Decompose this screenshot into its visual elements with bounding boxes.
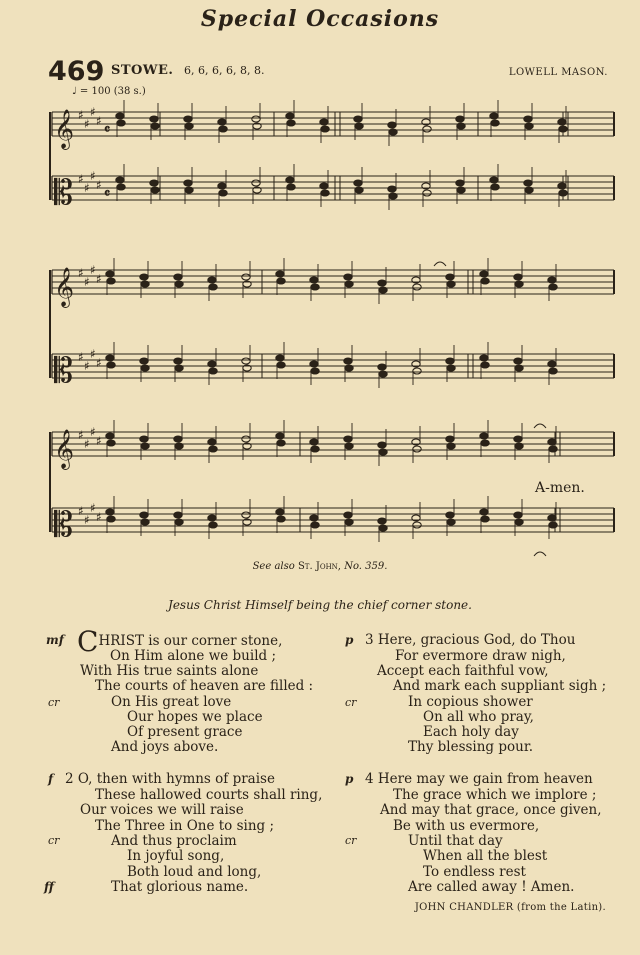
note-head [175,365,183,371]
note-head [242,358,250,364]
sharp-icon: ♯ [96,434,102,448]
verse-line: On all who pray, [423,709,534,725]
verse-line: 4 Here may we gain from heaven [365,771,593,787]
tune-name: STOWE. [111,63,174,78]
note-head [413,368,421,374]
note-head [117,184,125,190]
verse-line: Thy blessing pour. [408,739,534,755]
note-head [107,362,115,368]
note-head [480,355,488,361]
note-head [107,516,115,522]
sharp-icon: ♯ [84,359,90,373]
note-head [378,518,386,524]
sharp-icon: ♯ [78,350,84,364]
sharp-icon: ♯ [84,513,90,527]
note-head [277,278,285,284]
dynamic-mark: cr [48,834,60,847]
note-head [490,113,498,119]
sharp-icon: ♯ [90,169,96,183]
verse-line: In copious shower [408,694,533,710]
tenor-clef-icon: 𝄡 [54,505,73,545]
note-head [447,443,455,449]
sharp-icon: ♯ [90,347,96,361]
note-head [549,368,557,374]
note-head [456,116,464,122]
note-head [151,123,159,129]
note-head [276,433,284,439]
verse-line: With His true saints alone [80,663,259,679]
note-head [515,365,523,371]
sharp-icon: ♯ [78,108,84,122]
note-head [457,187,465,193]
verse-line: On Him alone we build ; [110,648,276,664]
note-head [287,120,295,126]
note-head [140,512,148,518]
note-head [242,436,250,442]
note-head [107,278,115,284]
sharp-icon: ♯ [78,504,84,518]
tempo-text: = 100 (38 s.) [79,86,146,97]
note-head [491,120,499,126]
page-title: Special Occasions [200,6,440,32]
amen-label: A-men. [535,480,585,496]
note-head [525,123,533,129]
hymn-number: 469 [48,56,105,87]
note-head [413,446,421,452]
verse-line: When all the blest [423,848,548,864]
note-head [320,183,328,189]
note-head [446,436,454,442]
note-head [174,436,182,442]
sharp-icon: ♯ [78,428,84,442]
note-head [116,113,124,119]
note-head [515,443,523,449]
sharp-icon: ♯ [96,114,102,128]
note-head [321,126,329,132]
dynamic-mark: cr [48,696,60,709]
note-head [355,123,363,129]
verse-line: And may that grace, once given, [380,802,602,818]
verse-line: Until that day [408,833,503,849]
note-head [514,358,522,364]
verse-line: Our voices we will raise [80,802,244,818]
verse-line: To endless rest [423,864,526,880]
note-head [141,443,149,449]
verse-line: CHRIST is our corner stone, [77,625,283,658]
note-head [140,436,148,442]
note-head [287,184,295,190]
note-head [209,368,217,374]
see-also-note [0,561,640,572]
note-head [106,433,114,439]
note-head [388,186,396,192]
note-head [184,116,192,122]
note-head [208,439,216,445]
note-head [209,284,217,290]
verse-line: In joyful song, [127,848,225,864]
note-head [354,180,362,186]
dynamic-mark: ff [44,880,54,894]
note-head [446,512,454,518]
note-head [174,358,182,364]
note-head [345,281,353,287]
note-head [423,190,431,196]
note-head [379,371,387,377]
note-head [378,364,386,370]
sharp-icon: ♯ [96,510,102,524]
note-head [276,271,284,277]
note-head [481,516,489,522]
note-head [209,522,217,528]
note-head [242,512,250,518]
note-head [209,446,217,452]
note-head [379,449,387,455]
note-head [117,120,125,126]
treble-clef-icon: 𝄞 [54,267,75,307]
note-head [345,365,353,371]
note-head [413,284,421,290]
sharp-icon: ♯ [90,425,96,439]
verse-line: 3 Here, gracious God, do Thou [365,632,576,648]
see-also-prefix: See also [252,561,295,572]
see-also-number: No. 359. [344,561,388,572]
note-head [447,519,455,525]
note-head [140,274,148,280]
verse-line: These hallowed courts shall ring, [95,787,323,803]
note-head [310,277,318,283]
note-head [456,180,464,186]
note-head [548,361,556,367]
note-head [252,116,260,122]
note-head [548,277,556,283]
sharp-icon: ♯ [90,501,96,515]
note-head [311,368,319,374]
note-head [150,116,158,122]
note-head [185,187,193,193]
note-head [345,519,353,525]
note-head [174,512,182,518]
treble-clef-icon: 𝄞 [54,429,75,469]
note-head [106,271,114,277]
note-head [480,271,488,277]
sharp-icon: ♯ [90,105,96,119]
note-head [378,442,386,448]
note-head [140,358,148,364]
note-head [378,280,386,286]
note-head [480,509,488,515]
verse-line: 2 O, then with hymns of praise [65,771,275,787]
note-head [549,522,557,528]
drop-cap: C [77,625,99,658]
note-head [208,277,216,283]
dynamic-mark: f [48,772,54,786]
note-head [320,119,328,125]
note-head [389,193,397,199]
treble-clef-icon: 𝄞 [54,109,75,149]
note-head [457,123,465,129]
sharp-icon: ♯ [84,437,90,451]
fermata-icon [434,262,446,266]
note-head [344,274,352,280]
note-head [107,440,115,446]
dynamic-mark: cr [345,834,357,847]
dynamic-mark: mf [46,633,64,647]
note-head [184,180,192,186]
composer-name: LOWELL MASON. [508,67,608,78]
verse-line: Be with us evermore, [393,818,540,834]
verse-line: Each holy day [423,724,519,740]
note-head [447,365,455,371]
sharp-icon: ♯ [78,266,84,280]
note-head [549,446,557,452]
verse-line: Both loud and long, [127,864,262,880]
verse-line: Are called away ! Amen. [408,879,575,895]
note-head [344,358,352,364]
note-head [379,525,387,531]
dynamic-mark: p [345,633,354,647]
note-head [175,519,183,525]
hymn-subtitle: Jesus Christ Himself being the chief corner stone. [168,598,472,612]
note-head [446,358,454,364]
note-head [558,183,566,189]
note-head [150,180,158,186]
sharp-icon: ♯ [84,275,90,289]
verse-line: The grace which we implore ; [393,787,597,803]
note-head [344,436,352,442]
time-signature-icon: 𝄴 [104,186,111,202]
note-head [447,281,455,287]
quarter-note-icon: ♩ [72,86,77,97]
verse-line: Our hopes we place [127,709,263,725]
note-head [310,361,318,367]
note-head [219,126,227,132]
note-head [514,274,522,280]
note-head [185,123,193,129]
note-head [481,440,489,446]
verse-line: Accept each faithful vow, [377,663,549,679]
note-head [311,446,319,452]
note-head [355,187,363,193]
time-signature-icon: 𝄴 [104,122,111,138]
note-head [388,122,396,128]
note-head [548,515,556,521]
note-head [514,436,522,442]
note-head [515,281,523,287]
note-head [106,355,114,361]
verse-line: For evermore draw nigh, [395,648,566,664]
tenor-clef-icon: 𝄡 [54,173,73,213]
note-head [208,361,216,367]
note-head [481,362,489,368]
sharp-icon: ♯ [84,117,90,131]
note-head [286,177,294,183]
note-head [175,281,183,287]
note-head [286,113,294,119]
note-head [141,365,149,371]
note-head [151,187,159,193]
verse-line: The Three in One to sing ; [95,818,275,834]
note-head [141,281,149,287]
note-head [106,509,114,515]
dynamic-mark: cr [345,696,357,709]
note-head [491,184,499,190]
note-head [277,516,285,522]
note-head [490,177,498,183]
note-head [242,274,250,280]
note-head [276,509,284,515]
note-head [311,284,319,290]
verse-line: The courts of heaven are filled : [95,678,314,694]
sharp-icon: ♯ [96,272,102,286]
note-head [310,515,318,521]
verse-line: That glorious name. [111,879,249,895]
note-head [524,180,532,186]
verse-line: And joys above. [111,739,219,755]
note-head [549,284,557,290]
note-head [345,443,353,449]
note-head [558,119,566,125]
tenor-clef-icon: 𝄡 [54,351,73,391]
note-head [379,287,387,293]
note-head [344,512,352,518]
note-head [218,119,226,125]
note-head [252,180,260,186]
note-head [310,439,318,445]
note-head [311,522,319,528]
note-head [480,433,488,439]
note-head [116,177,124,183]
note-head [515,519,523,525]
note-head [548,439,556,445]
verse-line: And mark each suppliant sigh ; [393,678,607,694]
note-head [321,190,329,196]
fermata-icon [534,552,546,556]
fermata-icon [534,424,546,428]
dynamic-mark: p [345,772,354,786]
note-head [446,274,454,280]
note-head [219,190,227,196]
note-head [277,362,285,368]
sharp-icon: ♯ [84,181,90,195]
note-head [525,187,533,193]
sharp-icon: ♯ [96,178,102,192]
note-head [277,440,285,446]
note-head [413,522,421,528]
hymn-meter: 6, 6, 6, 6, 8, 8. [184,64,265,77]
verse-line: And thus proclaim [111,833,237,849]
note-head [174,274,182,280]
note-head [175,443,183,449]
see-also-tune: St. John, [297,561,341,572]
note-head [423,126,431,132]
note-head [354,116,362,122]
note-head [208,515,216,521]
sharp-icon: ♯ [90,263,96,277]
verse-line: On His great love [111,694,232,710]
note-head [481,278,489,284]
note-head [218,183,226,189]
note-head [389,129,397,135]
note-head [514,512,522,518]
sharp-icon: ♯ [96,356,102,370]
sharp-icon: ♯ [78,172,84,186]
note-head [559,190,567,196]
note-head [141,519,149,525]
note-head [524,116,532,122]
note-head [559,126,567,132]
verse-line: Of present grace [127,724,243,740]
author-credit: JOHN CHANDLER (from the Latin). [414,902,606,913]
note-head [276,355,284,361]
